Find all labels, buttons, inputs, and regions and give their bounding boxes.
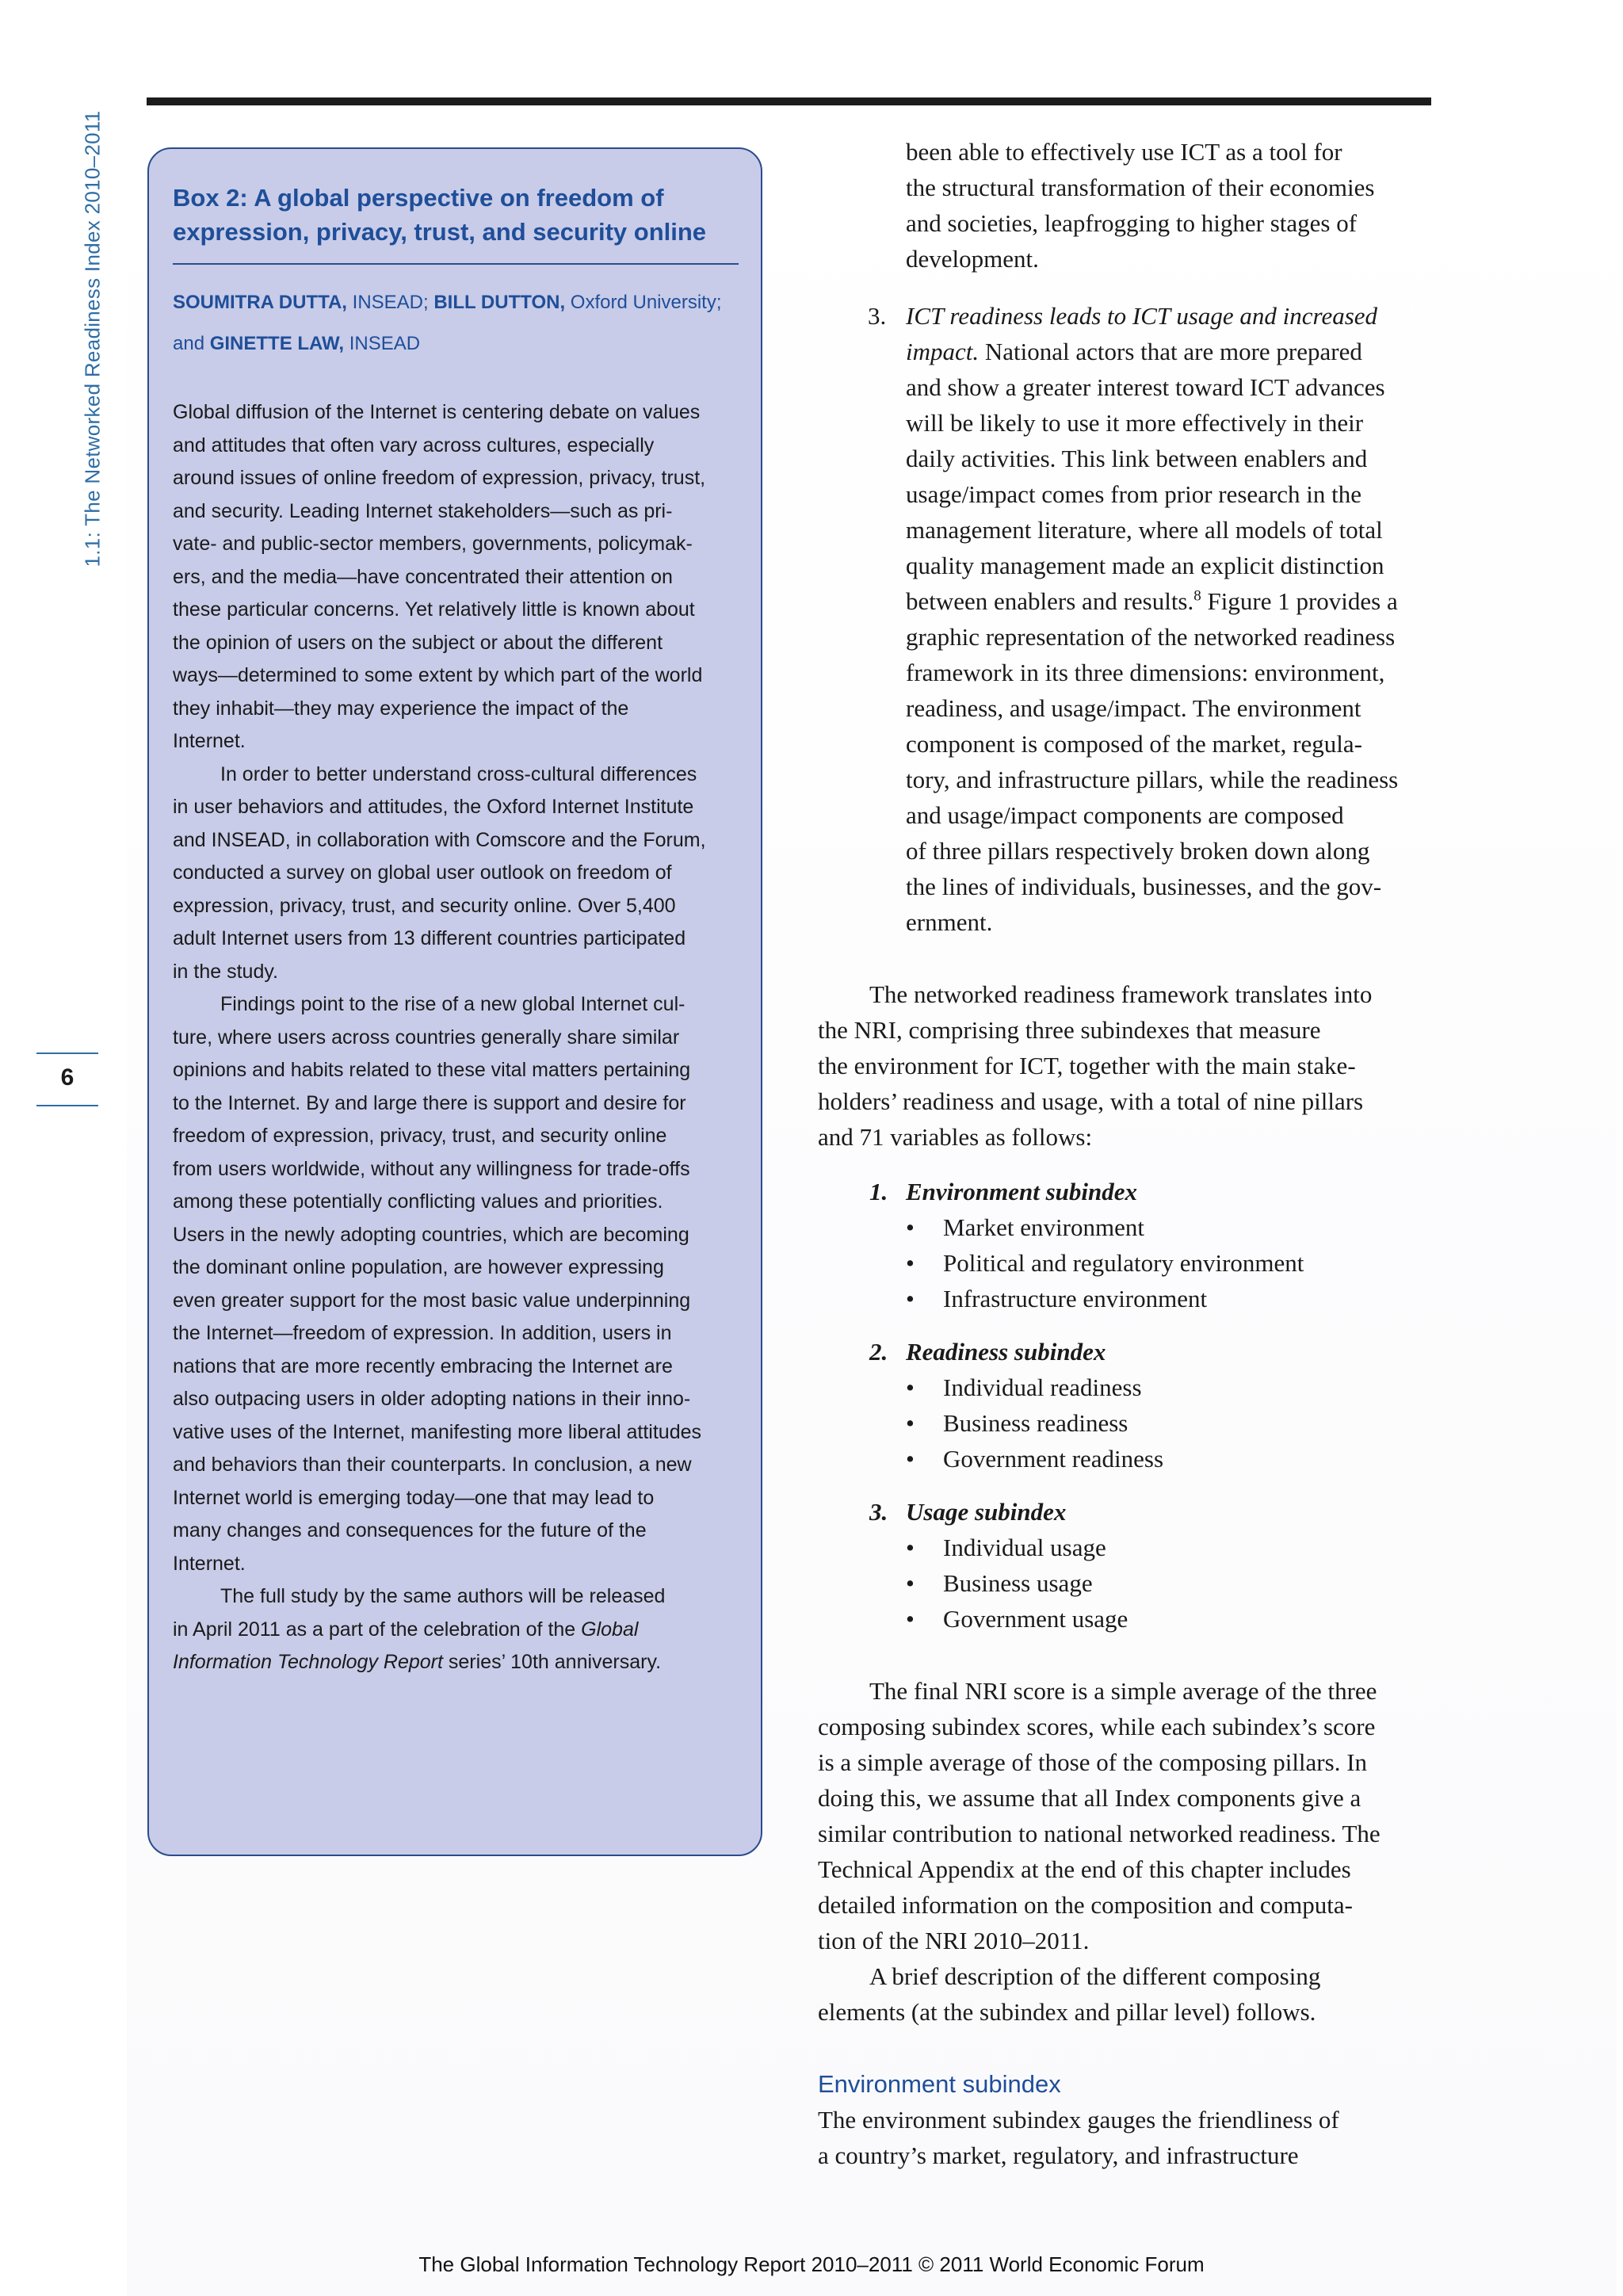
bullet: • — [906, 1409, 915, 1437]
subindex-title: Environment subindex — [906, 1178, 1137, 1205]
text-line: similar contribution to national networked readiness. The — [818, 1820, 1381, 1847]
box-body — [173, 396, 739, 1679]
pillar-item: Business readiness — [943, 1409, 1128, 1437]
text-line: detailed information on the composition and computa- — [818, 1891, 1353, 1919]
text-line: and show a greater interest toward ICT advances — [906, 373, 1385, 401]
box-text-line: and INSEAD, in collaboration with Comscore and the Forum, — [173, 828, 706, 851]
box-text-line: and security. Leading Internet stakeholders—such as pri- — [173, 499, 673, 522]
pillar-item: Government usage — [943, 1605, 1128, 1633]
text-line: of three pillars respectively broken down along — [906, 837, 1370, 865]
box-text-line: they inhabit—they may experience the impact of the — [173, 697, 629, 720]
italic-text: impact. — [906, 338, 980, 365]
report-title-italic: Global — [581, 1618, 639, 1641]
text-fragment: Figure 1 provides a — [1201, 587, 1398, 615]
text-line — [906, 587, 1398, 616]
box-text-line: in user behaviors and attitudes, the Oxford Internet Institute — [173, 796, 694, 818]
pillar-item: Market environment — [943, 1213, 1144, 1241]
box-text-line: Internet. — [173, 730, 246, 752]
report-title-italic: Information Technology Report — [173, 1651, 443, 1673]
page-number: 6 — [60, 1064, 74, 1091]
box-title-rule — [173, 263, 739, 265]
box-text-line: adult Internet users from 13 different countries participated — [173, 927, 686, 949]
box-text-line: ture, where users across countries generally share similar — [173, 1026, 680, 1049]
list-number: 2. — [869, 1338, 888, 1366]
text-line — [906, 338, 1362, 366]
author-name: BILL DUTTON, — [433, 292, 566, 313]
text-line: A brief description of the different composing — [869, 1962, 1321, 1990]
pillar-item: Business usage — [943, 1569, 1093, 1597]
bullet: • — [906, 1605, 915, 1633]
text-line: is a simple average of those of the composing pillars. In — [818, 1748, 1368, 1776]
box-text-line: conducted a survey on global user outlook on freedom of — [173, 861, 672, 884]
text-line: framework in its three dimensions: environment, — [906, 659, 1385, 686]
list-number: 3. — [869, 1498, 888, 1526]
box-text-line — [173, 1646, 739, 1679]
text-line: holders’ readiness and usage, with a total of nine pillars — [818, 1087, 1364, 1115]
footnote-ref: 8 — [1193, 587, 1201, 605]
bullet: • — [906, 1285, 915, 1312]
author-affiliation: INSEAD — [344, 333, 421, 354]
box-text-line: many changes and consequences for the future of the — [173, 1519, 647, 1541]
text-line: and 71 variables as follows: — [818, 1123, 1093, 1151]
box-text-line: vative uses of the Internet, manifesting more liberal attitudes — [173, 1420, 702, 1443]
text-line: the lines of individuals, businesses, and the gov- — [906, 873, 1382, 900]
text-line: doing this, we assume that all Index components give a — [818, 1784, 1361, 1812]
author-affiliation: INSEAD; — [346, 292, 434, 313]
author-name: SOUMITRA DUTTA, — [173, 292, 347, 313]
text-line: The final NRI score is a simple average of the three — [869, 1677, 1377, 1705]
box-text-line: even greater support for the most basic value underpinning — [173, 1289, 691, 1312]
bullet: • — [906, 1213, 915, 1241]
top-rule — [147, 97, 1431, 105]
pillar-item: Political and regulatory environment — [943, 1249, 1304, 1277]
text-line: daily activities. This link between enablers and — [906, 445, 1368, 472]
text-line: the structural transformation of their economies — [906, 174, 1375, 201]
subindex-title: Usage subindex — [906, 1498, 1067, 1526]
list-number: 1. — [869, 1178, 888, 1205]
box-text-line: opinions and habits related to these vital matters pertaining — [173, 1059, 691, 1081]
bullet: • — [906, 1569, 915, 1597]
box-text-line: to the Internet. By and large there is support and desire for — [173, 1091, 686, 1114]
box-text-line: also outpacing users in older adopting nations in their inno- — [173, 1388, 691, 1410]
box-text-line: ers, and the media—have concentrated their attention on — [173, 565, 673, 588]
text-line: Technical Appendix at the end of this chapter includes — [818, 1855, 1351, 1883]
text-line: elements (at the subindex and pillar level) follows. — [818, 1998, 1316, 2026]
text-line: graphic representation of the networked readiness — [906, 623, 1396, 651]
bullet: • — [906, 1534, 915, 1561]
box-text-line: these particular concerns. Yet relatively little is known about — [173, 598, 695, 621]
authors-line — [173, 282, 739, 323]
text-line: will be likely to use it more effectively in their — [906, 409, 1364, 437]
pillar-item: Individual usage — [943, 1534, 1106, 1561]
box-text-line: from users worldwide, without any willingness for trade-offs — [173, 1157, 690, 1180]
box-title — [173, 181, 739, 249]
bullet: • — [906, 1373, 915, 1401]
text-line: and societies, leapfrogging to higher stages of — [906, 209, 1358, 237]
page-footer: The Global Information Technology Report 2010–2011 © 2011 World Economic Forum — [418, 2252, 1205, 2276]
box-text-line: the dominant online population, are however expressing — [173, 1256, 664, 1278]
box-text-line: Users in the newly adopting countries, which are becoming — [173, 1223, 689, 1246]
bullet: • — [906, 1249, 915, 1277]
text-fragment: between enablers and results. — [906, 587, 1194, 615]
text-line: The networked readiness framework translates into — [869, 980, 1373, 1008]
author-name: GINETTE LAW, — [209, 333, 345, 354]
box-title-line: expression, privacy, trust, and security online — [173, 218, 707, 246]
list-number: 3. — [868, 302, 887, 330]
text-line: and usage/impact components are composed — [906, 801, 1344, 829]
text-line: ICT readiness leads to ICT usage and increased — [906, 302, 1378, 330]
box-text-line: In order to better understand cross-cultural differences — [220, 762, 697, 785]
text-line: development. — [906, 245, 1039, 273]
text-line: tory, and infrastructure pillars, while the readiness — [906, 766, 1399, 793]
text-line: The environment subindex gauges the friendliness of — [818, 2106, 1339, 2134]
text-line: quality management made an explicit distinction — [906, 552, 1384, 579]
box-title-line: Box 2: A global perspective on freedom of — [173, 184, 664, 212]
author-affiliation: Oxford University; — [565, 292, 722, 313]
box-text-line: freedom of expression, privacy, trust, and security online — [173, 1125, 667, 1147]
box-text-line: The full study by the same authors will be released — [220, 1585, 666, 1607]
text-line: the NRI, comprising three subindexes that measure — [818, 1016, 1321, 1044]
box-text-line — [173, 1614, 739, 1647]
box-text-line: the Internet—freedom of expression. In addition, users in — [173, 1322, 672, 1344]
box-text-line: expression, privacy, trust, and security online. Over 5,400 — [173, 894, 676, 917]
pillar-item: Government readiness — [943, 1445, 1164, 1473]
box-text-line: and attitudes that often vary across cultures, especially — [173, 434, 655, 457]
text-line: the environment for ICT, together with the main stake- — [818, 1052, 1356, 1079]
running-header-text: 1.1: The Networked Readiness Index 2010–2011 — [80, 110, 105, 567]
bullet: • — [906, 1445, 915, 1473]
subindex-title: Readiness subindex — [906, 1338, 1106, 1366]
box-text-line: ways—determined to some extent by which part of the world — [173, 664, 703, 686]
box-text-line: in the study. — [173, 960, 278, 983]
box-text-fragment: series’ 10th anniversary. — [442, 1651, 662, 1673]
box-text-line: among these potentially conflicting values and priorities. — [173, 1190, 663, 1213]
box-text-line: Global diffusion of the Internet is centering debate on values — [173, 401, 701, 423]
text-line: been able to effectively use ICT as a tool for — [906, 138, 1342, 166]
page-number-rule-bottom — [36, 1105, 98, 1106]
pillar-item: Individual readiness — [943, 1373, 1142, 1401]
text-line: composing subindex scores, while each subindex’s score — [818, 1713, 1376, 1740]
box-2-panel — [147, 147, 762, 1856]
box-text-line: around issues of online freedom of expression, privacy, trust, — [173, 467, 706, 489]
box-text-line: Findings point to the rise of a new global Internet cul- — [220, 993, 685, 1015]
box-text-fragment: in April 2011 as a part of the celebration of the — [173, 1618, 582, 1641]
text-line: management literature, where all models of total — [906, 516, 1383, 544]
page-number-rule-top — [36, 1052, 98, 1054]
box-text-line: the opinion of users on the subject or about the different — [173, 631, 663, 654]
text-fragment: National actors that are more prepared — [979, 338, 1362, 365]
box-text-line: nations that are more recently embracing the Internet are — [173, 1354, 673, 1377]
section-heading: Environment subindex — [818, 2070, 1061, 2098]
box-authors — [173, 282, 739, 365]
box-text-line: and behaviors than their counterparts. In conclusion, a new — [173, 1454, 692, 1476]
text-line: usage/impact comes from prior research in the — [906, 480, 1361, 508]
box-text-line: Internet world is emerging today—one that may lead to — [173, 1486, 655, 1509]
text-line: component is composed of the market, regula- — [906, 730, 1362, 758]
text-line: readiness, and usage/impact. The environment — [906, 694, 1361, 722]
text-line: a country’s market, regulatory, and infrastructure — [818, 2141, 1299, 2169]
pillar-item: Infrastructure environment — [943, 1285, 1208, 1312]
box-text-line: vate- and public-sector members, governments, policymak- — [173, 533, 693, 555]
running-header — [78, 97, 108, 580]
box-text-line: Internet. — [173, 1552, 246, 1575]
text-line: tion of the NRI 2010–2011. — [818, 1927, 1090, 1954]
authors-line — [173, 323, 739, 365]
text-line: ernment. — [906, 908, 993, 936]
authors-and: and — [173, 333, 210, 354]
